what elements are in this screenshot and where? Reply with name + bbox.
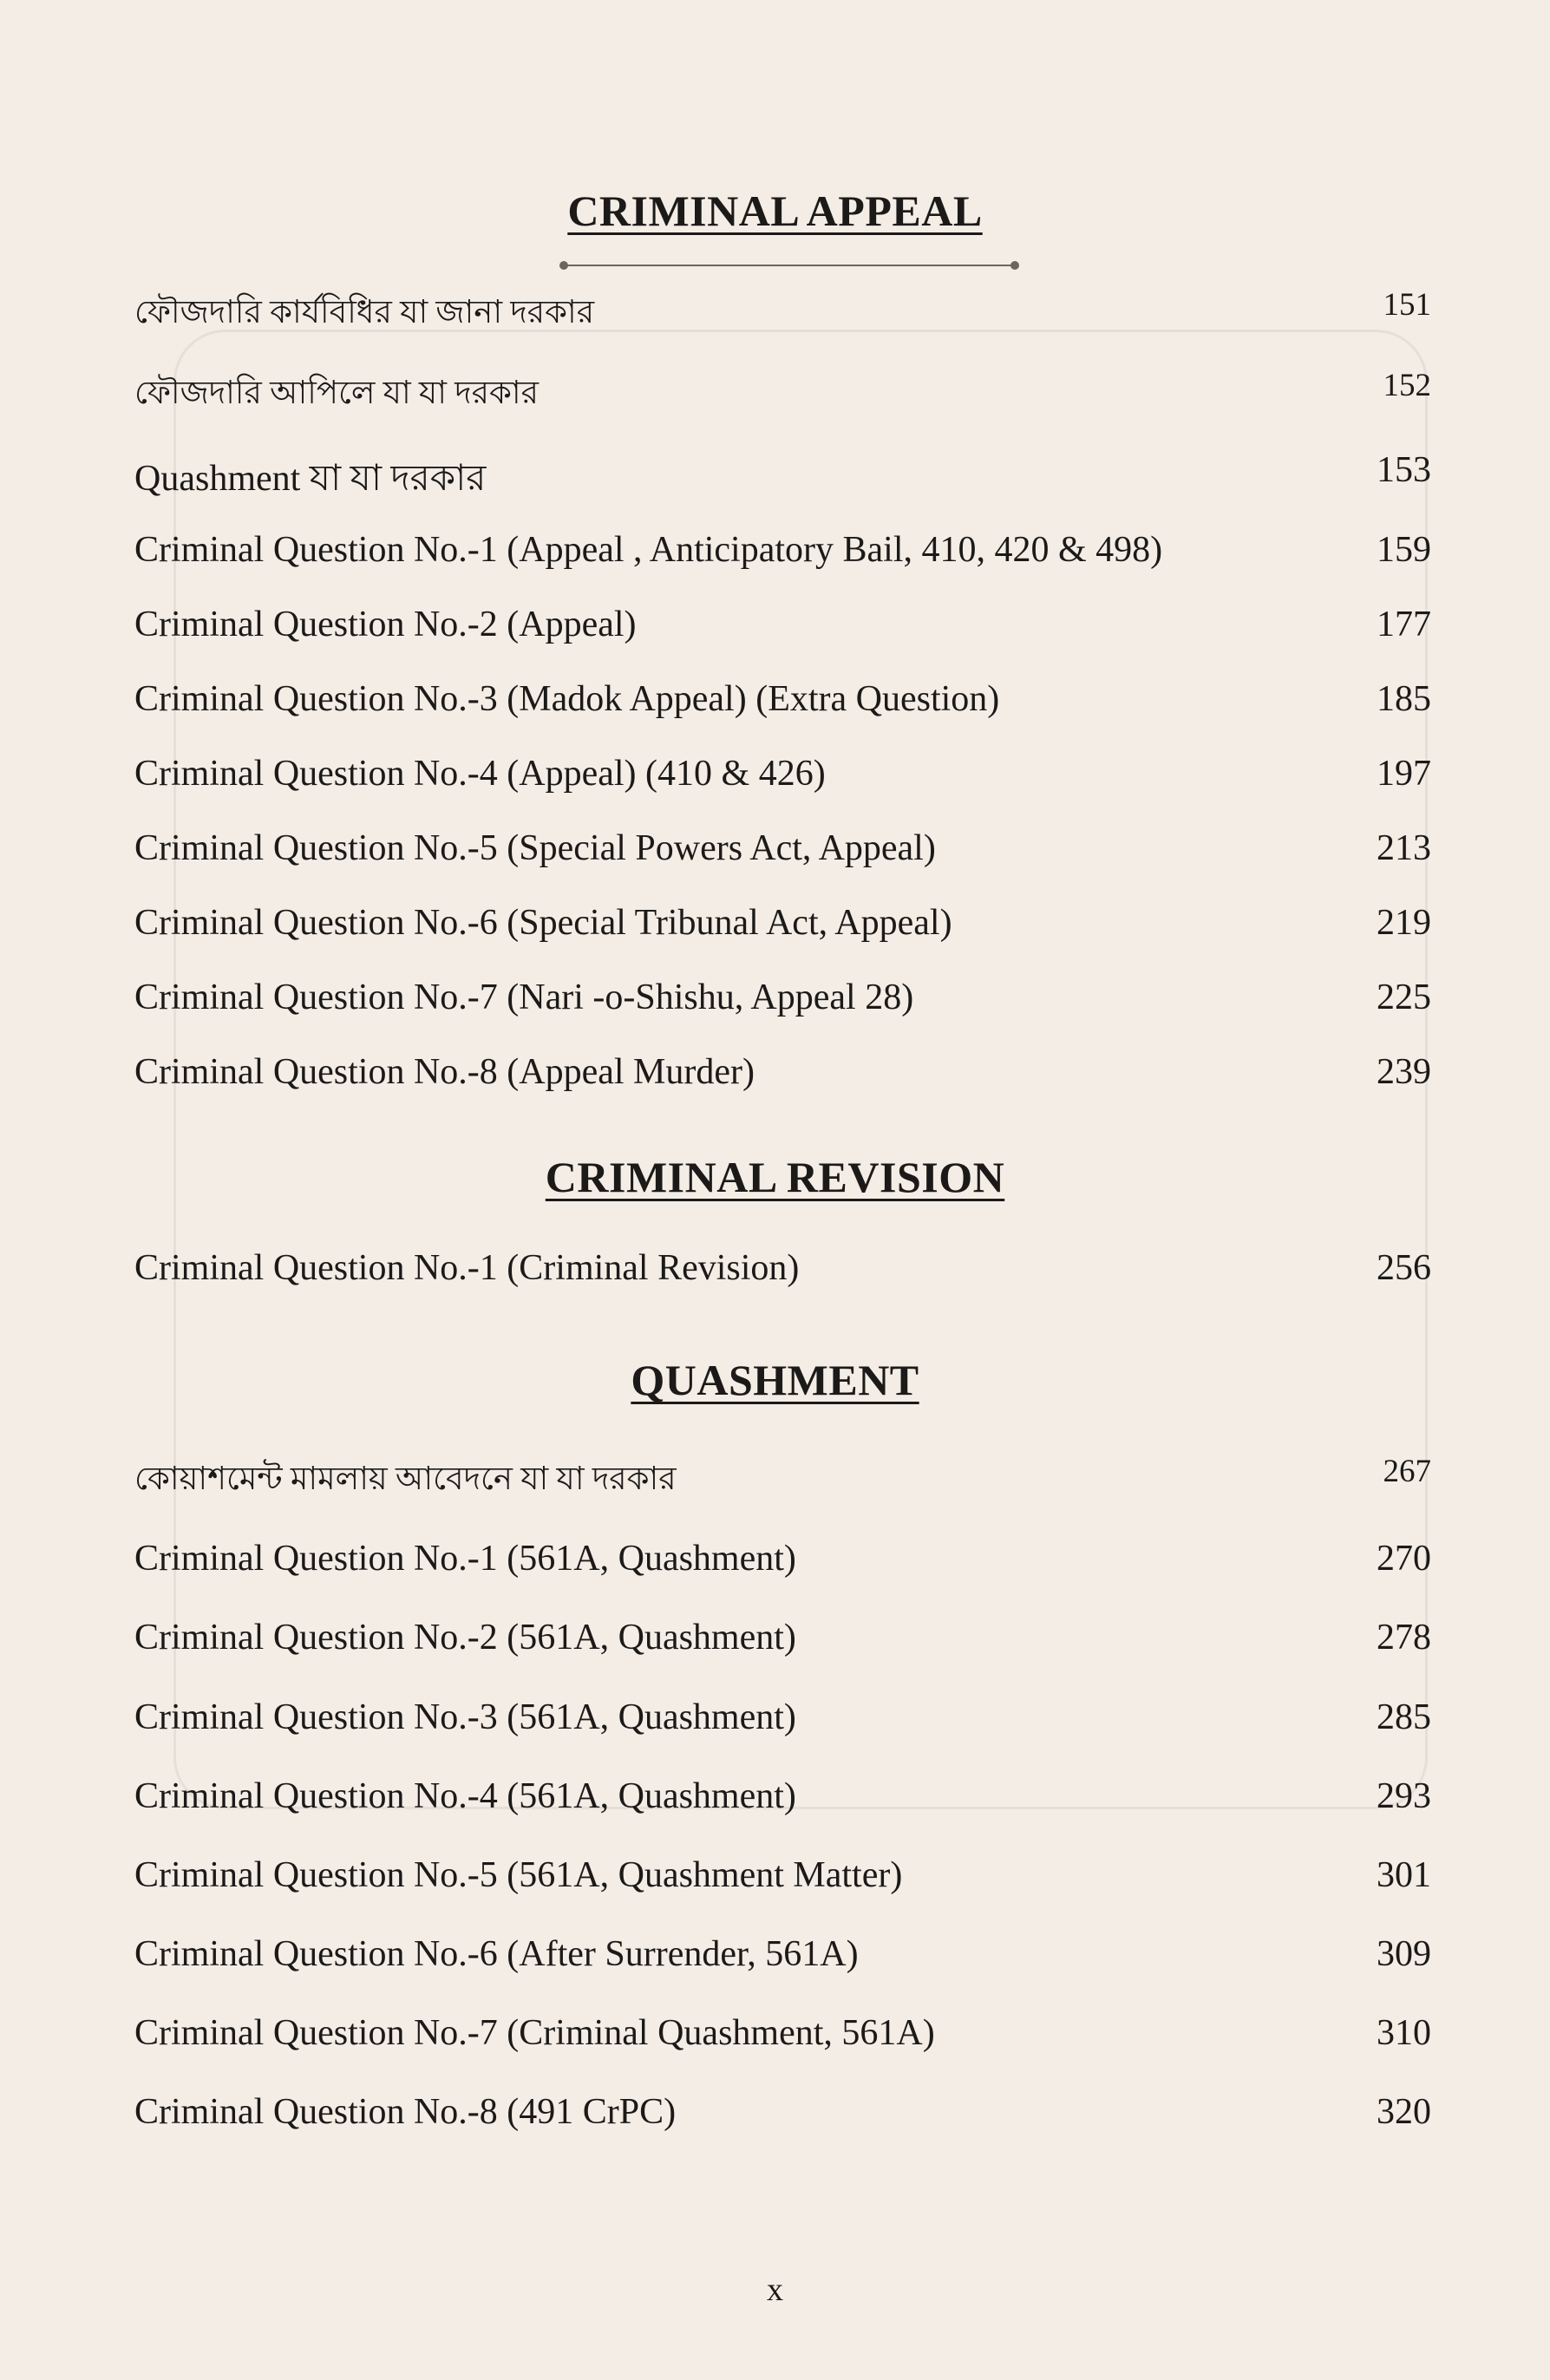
toc-entry[interactable]: [134, 1538, 1431, 1590]
section-heading-criminal-appeal: CRIMINAL APPEAL: [567, 186, 983, 235]
entry-title: Criminal Question No.-3 (Madok Appeal) (Extra Question): [134, 679, 1000, 719]
toc-entry[interactable]: [134, 1051, 1431, 1103]
toc-entry[interactable]: [134, 2091, 1431, 2143]
entry-title: Criminal Question No.-6 (Special Tribunal Act, Appeal): [134, 903, 952, 943]
entry-page: 301: [1377, 1855, 1431, 1895]
entry-title: Criminal Question No.-7 (Criminal Quashment, 561A): [134, 2013, 935, 2053]
section-heading-criminal-revision: CRIMINAL REVISION: [545, 1153, 1005, 1201]
section-heading-quashment: QUASHMENT: [631, 1356, 919, 1404]
entry-title: Criminal Question No.-3 (561A, Quashment): [134, 1697, 796, 1737]
entry-title: ফৌজদারি কার্যবিধির যা জানা দরকার: [134, 295, 595, 330]
entry-title: ফৌজদারি আপিলে যা যা দরকার: [134, 376, 539, 411]
toc-entry[interactable]: [134, 1775, 1431, 1828]
toc-entry[interactable]: [134, 1247, 1431, 1299]
entry-page: 267: [1383, 1454, 1431, 1489]
entry-page: 225: [1377, 978, 1431, 1017]
toc-entry[interactable]: [134, 753, 1431, 805]
toc-entry[interactable]: [134, 604, 1431, 656]
entry-page: 320: [1377, 2092, 1431, 2132]
entry-title: Criminal Question No.-1 (561A, Quashment): [134, 1539, 796, 1579]
entry-title: Criminal Question No.-2 (561A, Quashment): [134, 1618, 796, 1658]
entry-title: Quashment যা যা দরকার: [134, 459, 487, 499]
toc-entry[interactable]: [134, 286, 1431, 338]
entry-page: 219: [1377, 903, 1431, 943]
entry-page: 151: [1383, 287, 1431, 323]
toc-entry[interactable]: [134, 1453, 1431, 1505]
entry-page: 256: [1377, 1248, 1431, 1288]
toc-entry[interactable]: [134, 1617, 1431, 1669]
toc-entry[interactable]: [134, 827, 1431, 879]
entry-title: Criminal Question No.-1 (Criminal Revision): [134, 1248, 800, 1288]
entry-page: 177: [1377, 605, 1431, 644]
toc-entry[interactable]: [134, 678, 1431, 730]
entry-page: 285: [1377, 1697, 1431, 1737]
toc-entry[interactable]: [134, 529, 1431, 581]
entry-title: Criminal Question No.-8 (Appeal Murder): [134, 1052, 755, 1092]
toc-entry[interactable]: [134, 449, 1431, 501]
entry-title: Criminal Question No.-1 (Appeal , Anticipatory Bail, 410, 420 & 498): [134, 530, 1163, 570]
entry-page: 153: [1377, 450, 1431, 490]
toc-entry[interactable]: [134, 1854, 1431, 1906]
entry-page: 270: [1377, 1539, 1431, 1579]
entry-page: 278: [1377, 1618, 1431, 1658]
heading-ornament: [555, 257, 1024, 274]
entry-title: Criminal Question No.-6 (After Surrender, 561A): [134, 1934, 859, 1974]
toc-entry[interactable]: [134, 977, 1431, 1029]
entry-page: 185: [1377, 679, 1431, 719]
toc-entry[interactable]: [134, 902, 1431, 954]
entry-title: Criminal Question No.-5 (561A, Quashment Matter): [134, 1855, 903, 1895]
entry-page: 239: [1377, 1052, 1431, 1092]
page-folio: x: [767, 2272, 783, 2308]
toc-entry[interactable]: [134, 367, 1431, 419]
entry-page: 293: [1377, 1776, 1431, 1816]
toc-entry[interactable]: [134, 1933, 1431, 1985]
entry-title: কোয়াশমেন্ট মামলায় আবেদনে যা যা দরকার: [134, 1461, 677, 1497]
toc-entry[interactable]: [134, 2012, 1431, 2064]
entry-title: Criminal Question No.-4 (561A, Quashment): [134, 1776, 796, 1816]
entry-page: 152: [1383, 368, 1431, 403]
entry-page: 213: [1377, 828, 1431, 868]
entry-title: Criminal Question No.-4 (Appeal) (410 & 426): [134, 754, 826, 794]
entry-title: Criminal Question No.-7 (Nari -o-Shishu, Appeal 28): [134, 978, 914, 1017]
entry-title: Criminal Question No.-5 (Special Powers Act, Appeal): [134, 828, 936, 868]
entry-page: 197: [1377, 754, 1431, 794]
entry-title: Criminal Question No.-2 (Appeal): [134, 605, 637, 644]
entry-page: 310: [1377, 2013, 1431, 2053]
entry-page: 309: [1377, 1934, 1431, 1974]
toc-entry[interactable]: [134, 1697, 1431, 1749]
entry-title: Criminal Question No.-8 (491 CrPC): [134, 2092, 677, 2132]
entry-page: 159: [1377, 530, 1431, 570]
